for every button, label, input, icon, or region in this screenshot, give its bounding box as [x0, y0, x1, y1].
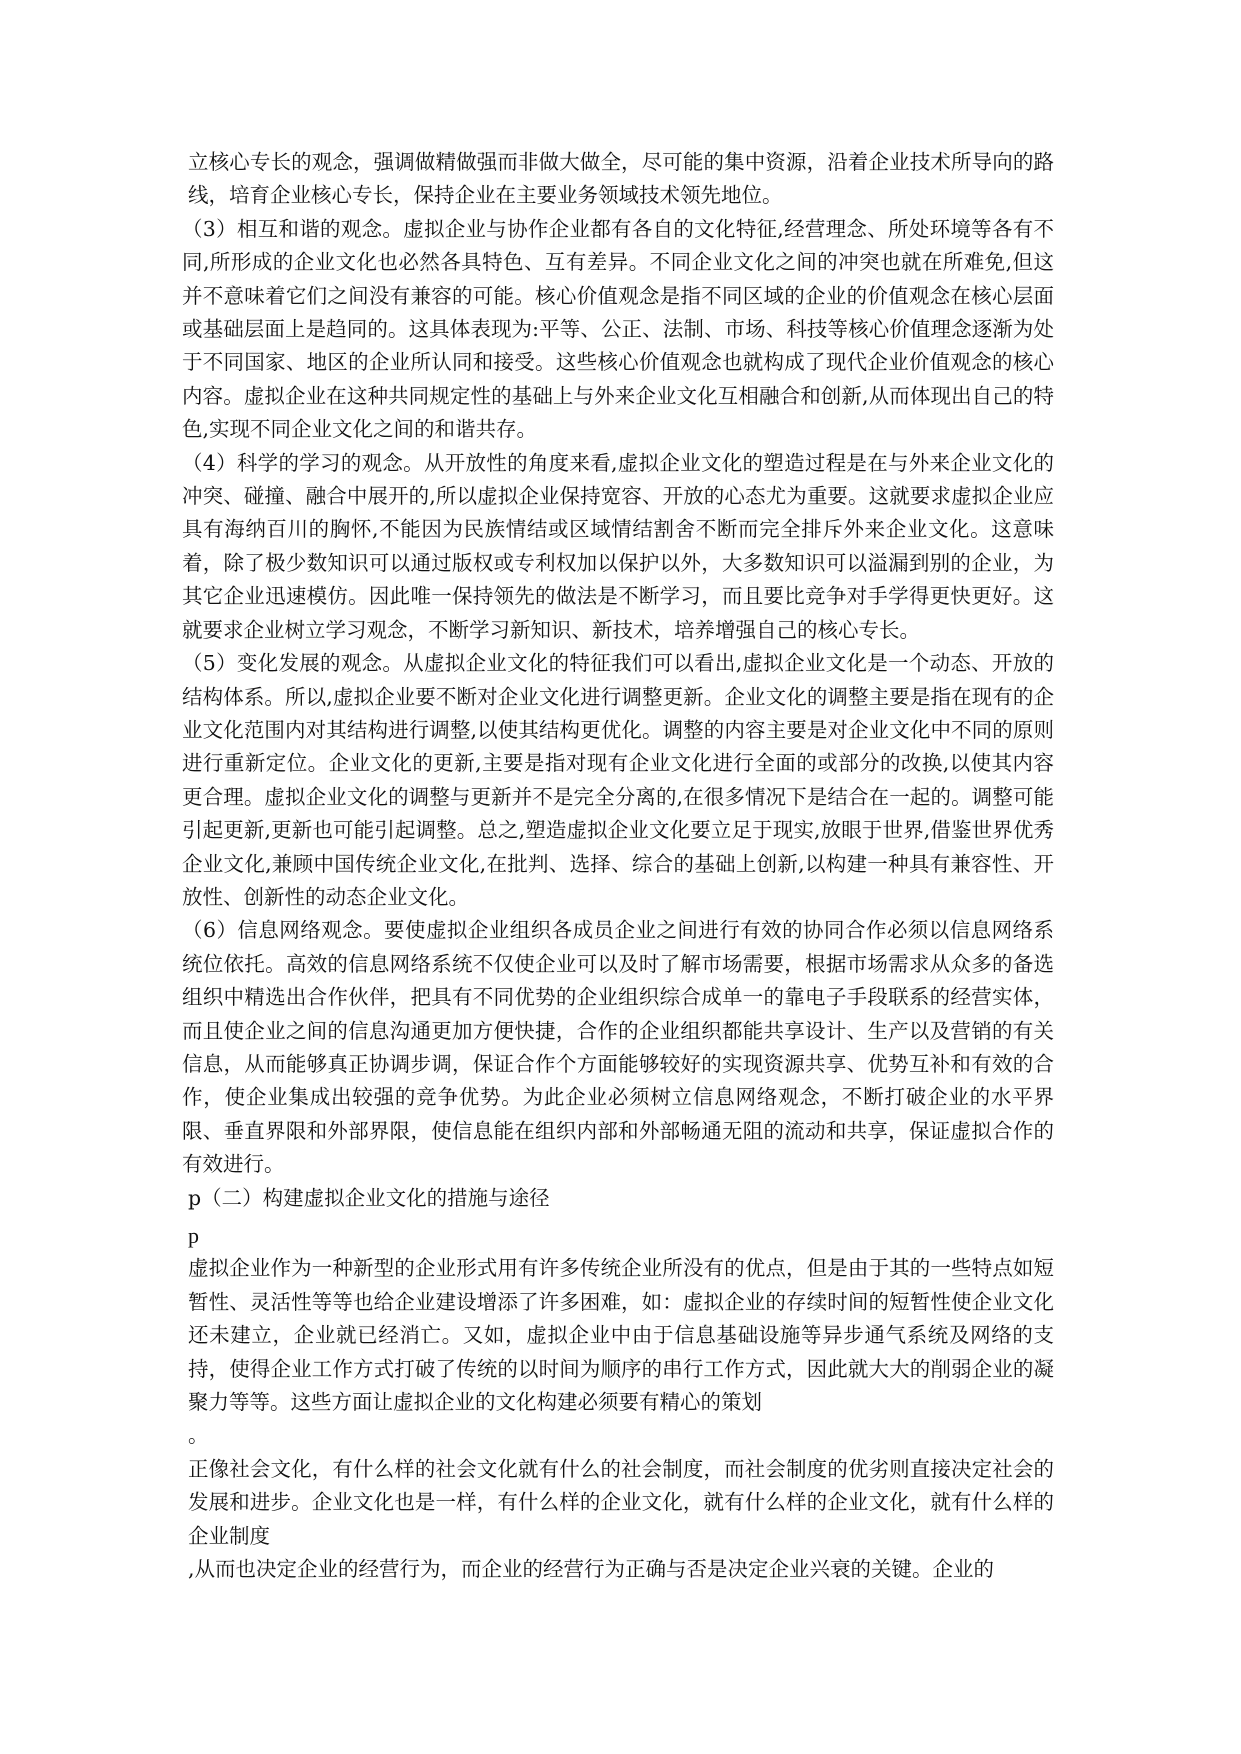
- document-page: [182, 146, 1054, 1586]
- paragraph-harmony-concept: （3）相互和谐的观念。虚拟企业与协作企业都有各自的文化特征,经营理念、所处环境等各有不同,所形成的企业文化也必然各具特色、互有差异。不同企业文化之间的冲突也就在所难免,但这并不意味着它们之间没有兼容的可能。核心价值观念是指不同区域的企业的价值观念在核心层面或基础层面上是趋同的。这具体表现为:平等、公正、法制、市场、科技等核心价值理念逐渐为处于不同国家、地区的企业所认同和接受。这些核心价值观念也就构成了现代企业价值观念的核心内容。虚拟企业在这种共同规定性的基础上与外来企业文化互相融合和创新,从而体现出自己的特色,实现不同企业文化之间的和谐共存。: [182, 216, 1054, 442]
- paragraph-learning-concept: （4）科学的学习的观念。从开放性的角度来看,虚拟企业文化的塑造过程是在与外来企业文化的冲突、碰撞、融合中展开的,所以虚拟企业保持宽容、开放的心态尤为重要。这就要求虚拟企业应具有海纳百川的胸怀,不能因为民族情结或区域情结割舍不断而完全排斥外来企业文化。这意味着，除了极少数知识可以通过版权或专利权加以保护以外，大多数知识可以溢漏到别的企业，为其它企业迅速模仿。因此唯一保持领先的做法是不断学习，而且要比竞争对手学得更快更好。这就要求企业树立学习观念，不断学习新知识、新技术，培养增强自己的核心专长。: [182, 450, 1054, 642]
- paragraph-marker: p: [188, 1223, 199, 1248]
- paragraph-trailing-period: 。: [188, 1423, 209, 1448]
- paragraph-social-culture-analogy: 正像社会文化，有什么样的社会文化就有什么的社会制度，而社会制度的优劣则直接决定社会的发展和进步。企业文化也是一样，有什么样的企业文化，就有什么样的企业文化，就有什么样的企业制度: [188, 1456, 1054, 1548]
- paragraph-core-competence-continued: 立核心专长的观念，强调做精做强而非做大做全，尽可能的集中资源，沿着企业技术所导向的路线，培育企业核心专长，保持企业在主要业务领域技术领先地位。: [188, 150, 1054, 208]
- paragraph-change-development-concept: （5）变化发展的观念。从虚拟企业文化的特征我们可以看出,虚拟企业文化是一个动态、开放的结构体系。所以,虚拟企业要不断对企业文化进行调整更新。企业文化的调整主要是指在现有的企业文化范围内对其结构进行调整,以使其结构更优化。调整的内容主要是对企业文化中不同的原则进行重新定位。企业文化的更新,主要是指对现有企业文化进行全面的或部分的改换,以使其内容更合理。虚拟企业文化的调整与更新并不是完全分离的,在很多情况下是结合在一起的。调整可能引起更新,更新也可能引起调整。总之,塑造虚拟企业文化要立足于现实,放眼于世界,借鉴世界优秀企业文化,兼顾中国传统企业文化,在批判、选择、综合的基础上创新,以构建一种具有兼容性、开放性、创新性的动态企业文化。: [182, 651, 1054, 909]
- section-heading-measures-and-approaches: p（二）构建虚拟企业文化的措施与途径: [188, 1185, 550, 1210]
- paragraph-information-network-concept: （6）信息网络观念。要使虚拟企业组织各成员企业之间进行有效的协同合作必须以信息网络系统位依托。高效的信息网络系统不仅使企业可以及时了解市场需要，根据市场需求从众多的备选组织中精选出合作伙伴，把具有不同优势的企业组织综合成单一的靠电子手段联系的经营实体，而且使企业之间的信息沟通更加方便快捷，合作的企业组织都能共享设计、生产以及营销的有关信息，从而能够真正协调步调，保证合作个方面能够较好的实现资源共享、优势互补和有效的合作，使企业集成出较强的竞争优势。为此企业必须树立信息网络观念，不断打破企业的水平界限、垂直界限和外部界限，使信息能在组织内部和外部畅通无阻的流动和共享，保证虚拟合作的有效进行。: [182, 918, 1054, 1177]
- paragraph-business-behavior: ,从而也决定企业的经营行为，而企业的经营行为正确与否是决定企业兴衰的关键。企业的: [188, 1557, 995, 1582]
- paragraph-virtual-enterprise-difficulties: 虚拟企业作为一种新型的企业形式用有许多传统企业所没有的优点，但是由于其的一些特点如短暂性、灵活性等等也给企业建设增添了许多困难，如：虚拟企业的存续时间的短暂性使企业文化还未建立，企业就已经消亡。又如，虚拟企业中由于信息基础设施等异步通气系统及网络的支持，使得企业工作方式打破了传统的以时间为顺序的串行工作方式，因此就大大的削弱企业的凝聚力等等。这些方面让虚拟企业的文化构建必须要有精心的策划: [188, 1256, 1054, 1415]
